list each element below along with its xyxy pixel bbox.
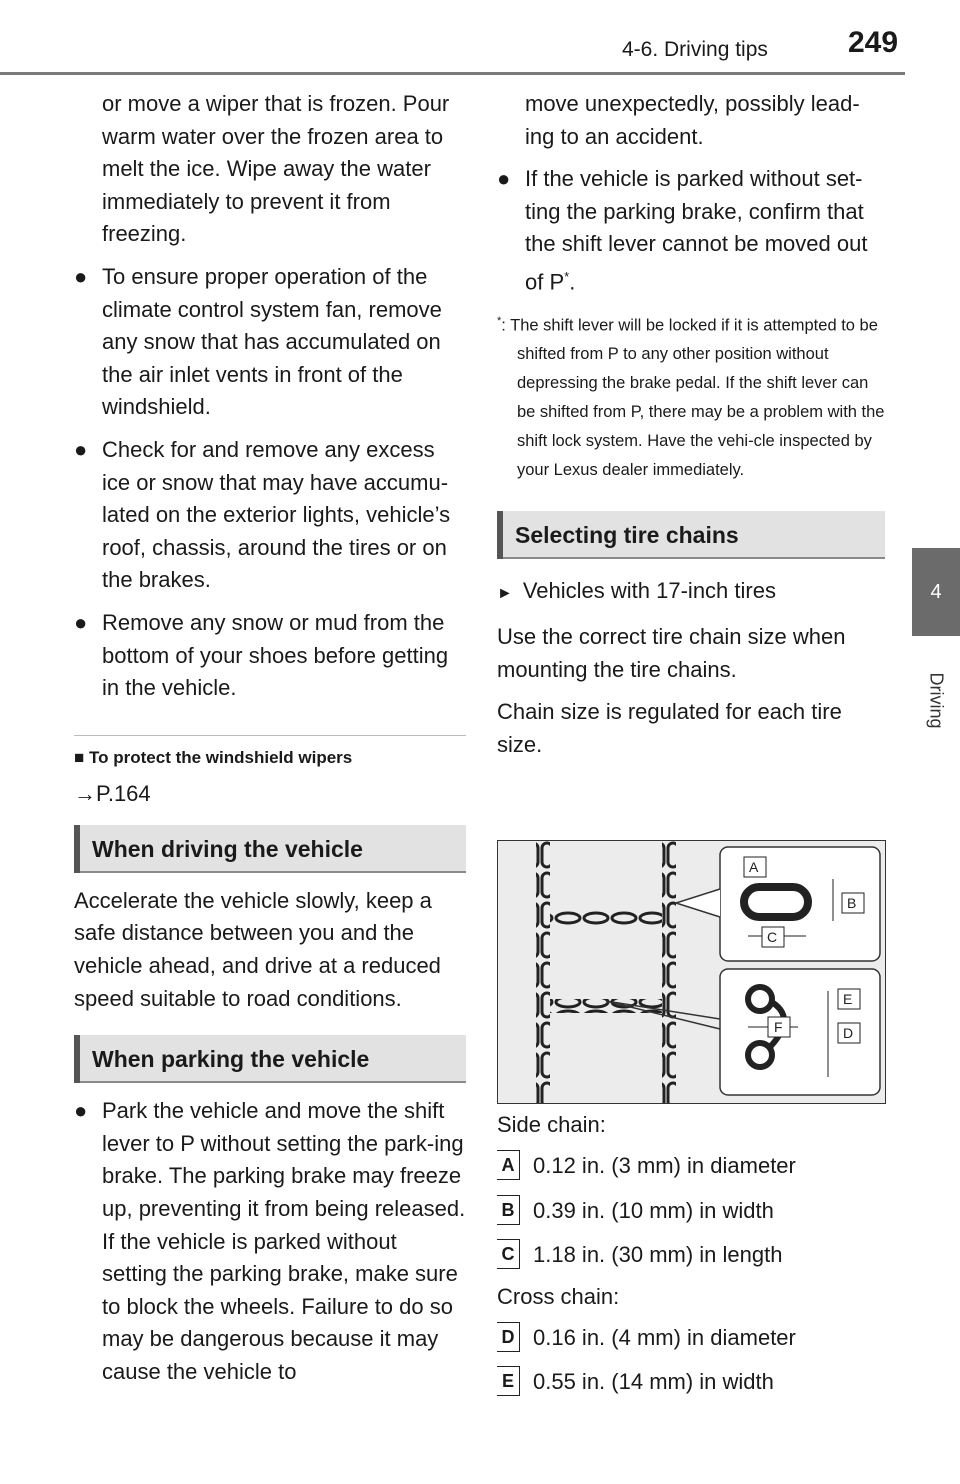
chapter-tab[interactable]: 4 [912,548,960,636]
list-item [74,434,466,597]
figure-label-e: E [843,991,853,1007]
list-item [74,607,466,705]
bullet-icon: ● [74,436,88,462]
header-rule [0,72,905,75]
spec-item [497,1360,885,1405]
continued-text: move unexpectedly, possibly lead-ing to an accident. [525,91,860,149]
right-column [497,88,885,761]
spec-text: 0.16 in. (4 mm) in diameter [533,1324,796,1350]
page-reference-link[interactable]: →P.164 [74,781,151,807]
spec-letter: C [497,1239,520,1269]
list-item [74,1095,466,1388]
spec-letter: E [497,1366,520,1396]
spec-item [497,1316,885,1361]
instruction-text: Chain size is regulated for each tire size. [497,699,842,757]
chapter-label: Driving [926,672,947,729]
bullet-icon: ● [497,166,511,192]
left-column [74,88,466,1389]
spec-item [497,1233,885,1278]
square-bullet-icon: ■ [74,747,85,767]
divider [74,735,466,736]
driving-text: Accelerate the vehicle slowly, keep a safe distance between you and the vehicle ahead, and drive at a reduced speed suitable to road conditions. [74,887,441,1011]
bullet-text: To ensure proper operation of the climate control system fan, remove any snow that has accumulated on the air inlet vents in front of the windshield. [102,263,442,420]
spec-item [497,1189,885,1234]
bullet-icon: ● [74,263,88,289]
vehicle-condition: ► Vehicles with 17-inch tires [497,578,776,604]
spec-text: 0.39 in. (10 mm) in width [533,1197,774,1223]
page-number: 249 [848,26,899,59]
footnote-marker: * [564,268,570,284]
bullet-icon: ● [74,1098,88,1124]
subheading: ■ To protect the windshield wipers [74,747,353,767]
spec-letter: B [497,1195,520,1225]
footnote: *: The shift lever will be locked if it is attempted to be shifted from P to any other position without depressing the brake pedal. If the shift lever can be shifted from P, there may be a problem with the shift lock system. Have the vehi-cle inspected by your Lexus dealer immediately. [497,314,885,480]
chain-specs [497,1106,885,1405]
spec-text: 0.12 in. (3 mm) in diameter [533,1153,796,1178]
instruction-text: Use the correct tire chain size when mounting the tire chains. [497,623,846,682]
spec-text: 0.55 in. (14 mm) in width [533,1369,774,1394]
section-header-tire-chains: Selecting tire chains [497,511,885,559]
spec-text: 1.18 in. (30 mm) in length [533,1242,783,1267]
section-title: 4-6. Driving tips [622,38,768,61]
figure-label-b: B [847,895,857,911]
triangle-right-icon: ► [497,585,513,603]
spec-letter: A [497,1150,520,1180]
figure-label-f: F [774,1019,783,1035]
section-header-driving: When driving the vehicle [74,825,466,873]
figure-label-a: A [749,859,759,875]
continued-text: or move a wiper that is frozen. Pour warm water over the frozen area to melt the ice. Wipe away the water immediately to prevent it from freezing. [102,91,450,247]
bullet-icon: ● [74,609,88,635]
cross-chain-label: Cross chain: [497,1283,620,1309]
figure-label-d: D [843,1025,854,1041]
list-item: ● If the vehicle is parked without set-ting the parking brake, confirm that the shift lever cannot be moved out of P*. [497,163,885,299]
spec-item [497,1144,885,1189]
bullet-text: If the vehicle is parked without set-ting the parking brake, confirm that the shift lever cannot be moved out of P [525,166,868,295]
spec-letter: D [497,1322,520,1352]
tire-chain-diagram [498,841,885,1103]
bullet-text: Check for and remove any excess ice or snow that may have accumu-lated on the exterior lights, vehicle’s roof, chassis, around the tires or on the brakes. [102,436,451,593]
figure-label-c: C [767,929,778,945]
list-item [74,261,466,424]
tire-chain-illustration [497,840,886,1104]
bullet-text: Remove any snow or mud from the bottom of your shoes before getting in the vehicle. [102,609,449,701]
bullet-text: Park the vehicle and move the shift lever to P without setting the park-ing brake. The parking brake may freeze up, preventing it from being released. If the vehicle is parked without setting the parking brake, make sure to block the wheels. Failure to do so may be dangerous because it may cause the vehicle to [102,1098,466,1384]
section-header-parking: When parking the vehicle [74,1035,466,1083]
side-chain-label: Side chain: [497,1112,606,1137]
